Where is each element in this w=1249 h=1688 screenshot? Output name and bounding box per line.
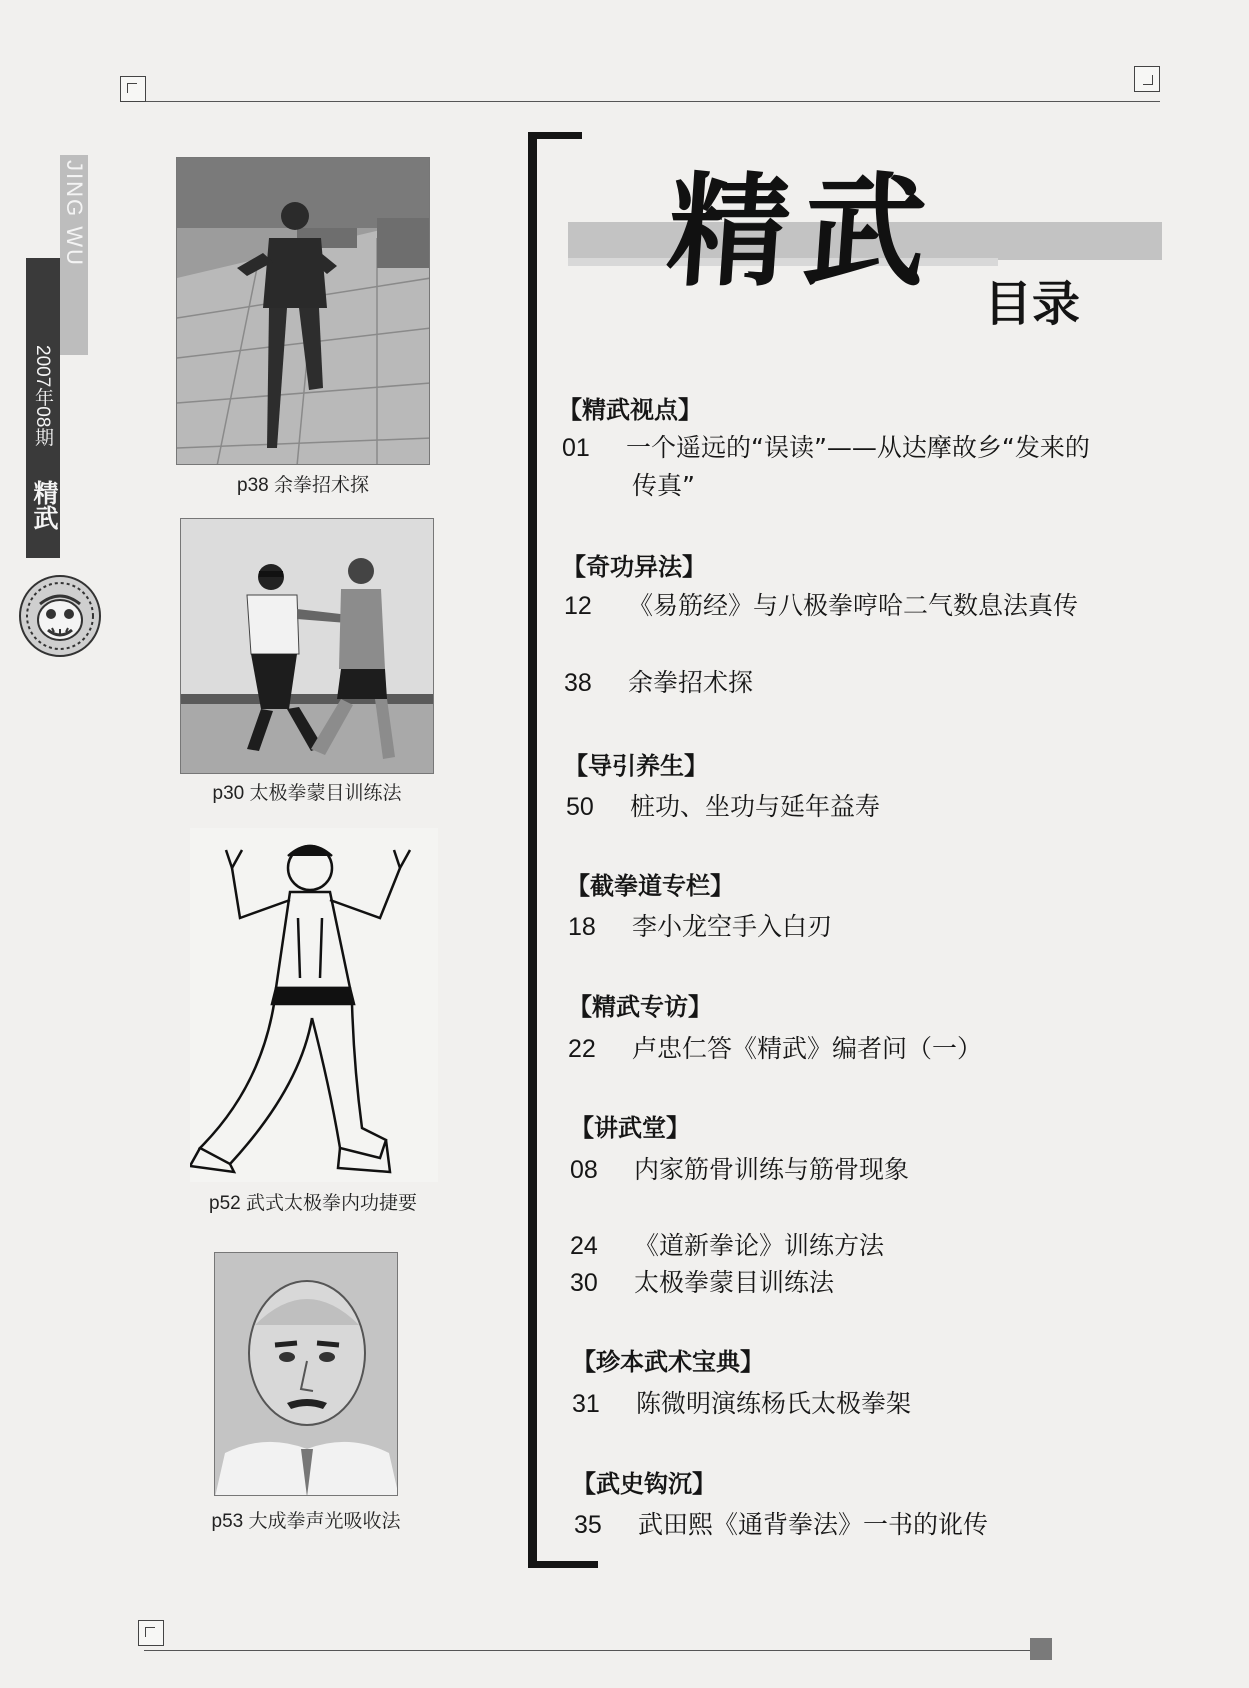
photo-taiji-blindfold [180, 518, 434, 774]
article-title: 陈微明演练杨氏太极拳架 [636, 1389, 912, 1418]
corner-ornament-bottom-left [138, 1620, 164, 1646]
toc-entry[interactable] [566, 787, 880, 823]
page-number: 31 [572, 1390, 600, 1418]
toc-entry[interactable] [564, 586, 1078, 622]
photo-caption: p53 大成拳声光吸收法 [211, 1511, 401, 1532]
lion-emblem-icon [18, 574, 102, 658]
toc-bracket-top [528, 132, 582, 139]
page-number: 24 [570, 1232, 598, 1260]
photo-portrait [214, 1252, 398, 1496]
section-heading: 【截拳道专栏】 [566, 871, 734, 900]
illustration-wu-style-taiji [190, 828, 438, 1182]
bottom-rule [144, 1650, 1030, 1651]
toc-bracket-bottom [528, 1561, 598, 1568]
article-title: 《道新拳论》训练方法 [634, 1231, 885, 1260]
photo-yu-fist [176, 157, 430, 465]
article-title: 武田熙《通背拳法》一书的讹传 [638, 1510, 989, 1539]
article-title: 内家筋骨训练与筋骨现象 [634, 1155, 910, 1184]
toc-entry[interactable] [570, 1263, 834, 1299]
page-number: 22 [568, 1035, 596, 1063]
toc-entry[interactable] [562, 428, 1090, 464]
article-title: 李小龙空手入白刃 [632, 912, 833, 941]
article-title: 一个遥远的“误读”——从达摩故乡“发来的 [626, 433, 1090, 462]
section-heading: 【精武专访】 [568, 992, 712, 1021]
toc-entry[interactable] [572, 1384, 911, 1420]
photo-caption: p38 余拳招术探 [237, 475, 369, 496]
toc-entry[interactable] [570, 1226, 884, 1262]
article-title: 桩功、坐功与延年益寿 [630, 792, 881, 821]
section-heading: 【武史钩沉】 [572, 1469, 716, 1498]
photo-caption: p30 太极拳蒙目训练法 [212, 783, 402, 804]
toc-entry[interactable] [574, 1505, 988, 1541]
page-number: 12 [564, 592, 592, 620]
article-title: 余拳招术探 [628, 668, 754, 697]
page-number: 50 [566, 793, 594, 821]
spine-latin-title: JING WU [62, 160, 87, 267]
spine-issue: 2007年08期 [32, 345, 53, 447]
page-number: 30 [570, 1269, 598, 1297]
toc-entry[interactable] [570, 1150, 909, 1186]
section-heading: 【珍本武术宝典】 [572, 1347, 764, 1376]
section-heading: 【精武视点】 [558, 395, 702, 424]
toc-entry[interactable] [568, 907, 832, 943]
top-rule [128, 101, 1160, 102]
section-heading: 【奇功异法】 [562, 552, 706, 581]
masthead-subtitle: 目录 [984, 276, 1081, 332]
page-number: 35 [574, 1511, 602, 1539]
corner-ornament-top-right [1134, 66, 1160, 92]
article-title: 卢忠仁答《精武》编者问（一） [632, 1034, 983, 1063]
page-number: 08 [570, 1156, 598, 1184]
corner-block [1030, 1638, 1052, 1660]
article-title: 《易筋经》与八极拳哼哈二气数息法真传 [628, 591, 1079, 620]
section-heading: 【讲武堂】 [570, 1113, 690, 1142]
photo-caption: p52 武式太极拳内功捷要 [209, 1193, 417, 1214]
article-title-continued: 传真” [632, 471, 695, 500]
toc-bracket [528, 132, 537, 1568]
page-number: 38 [564, 669, 592, 697]
toc-entry[interactable] [568, 1029, 982, 1065]
section-heading: 【导引养生】 [564, 751, 708, 780]
page-number: 01 [562, 434, 590, 462]
toc-entry[interactable] [564, 663, 753, 699]
article-title: 太极拳蒙目训练法 [634, 1268, 835, 1297]
page-number: 18 [568, 913, 596, 941]
corner-ornament-top-left [120, 76, 146, 102]
spine-magazine-name: 精武 [30, 480, 59, 530]
masthead-title: 精武 [662, 159, 946, 303]
